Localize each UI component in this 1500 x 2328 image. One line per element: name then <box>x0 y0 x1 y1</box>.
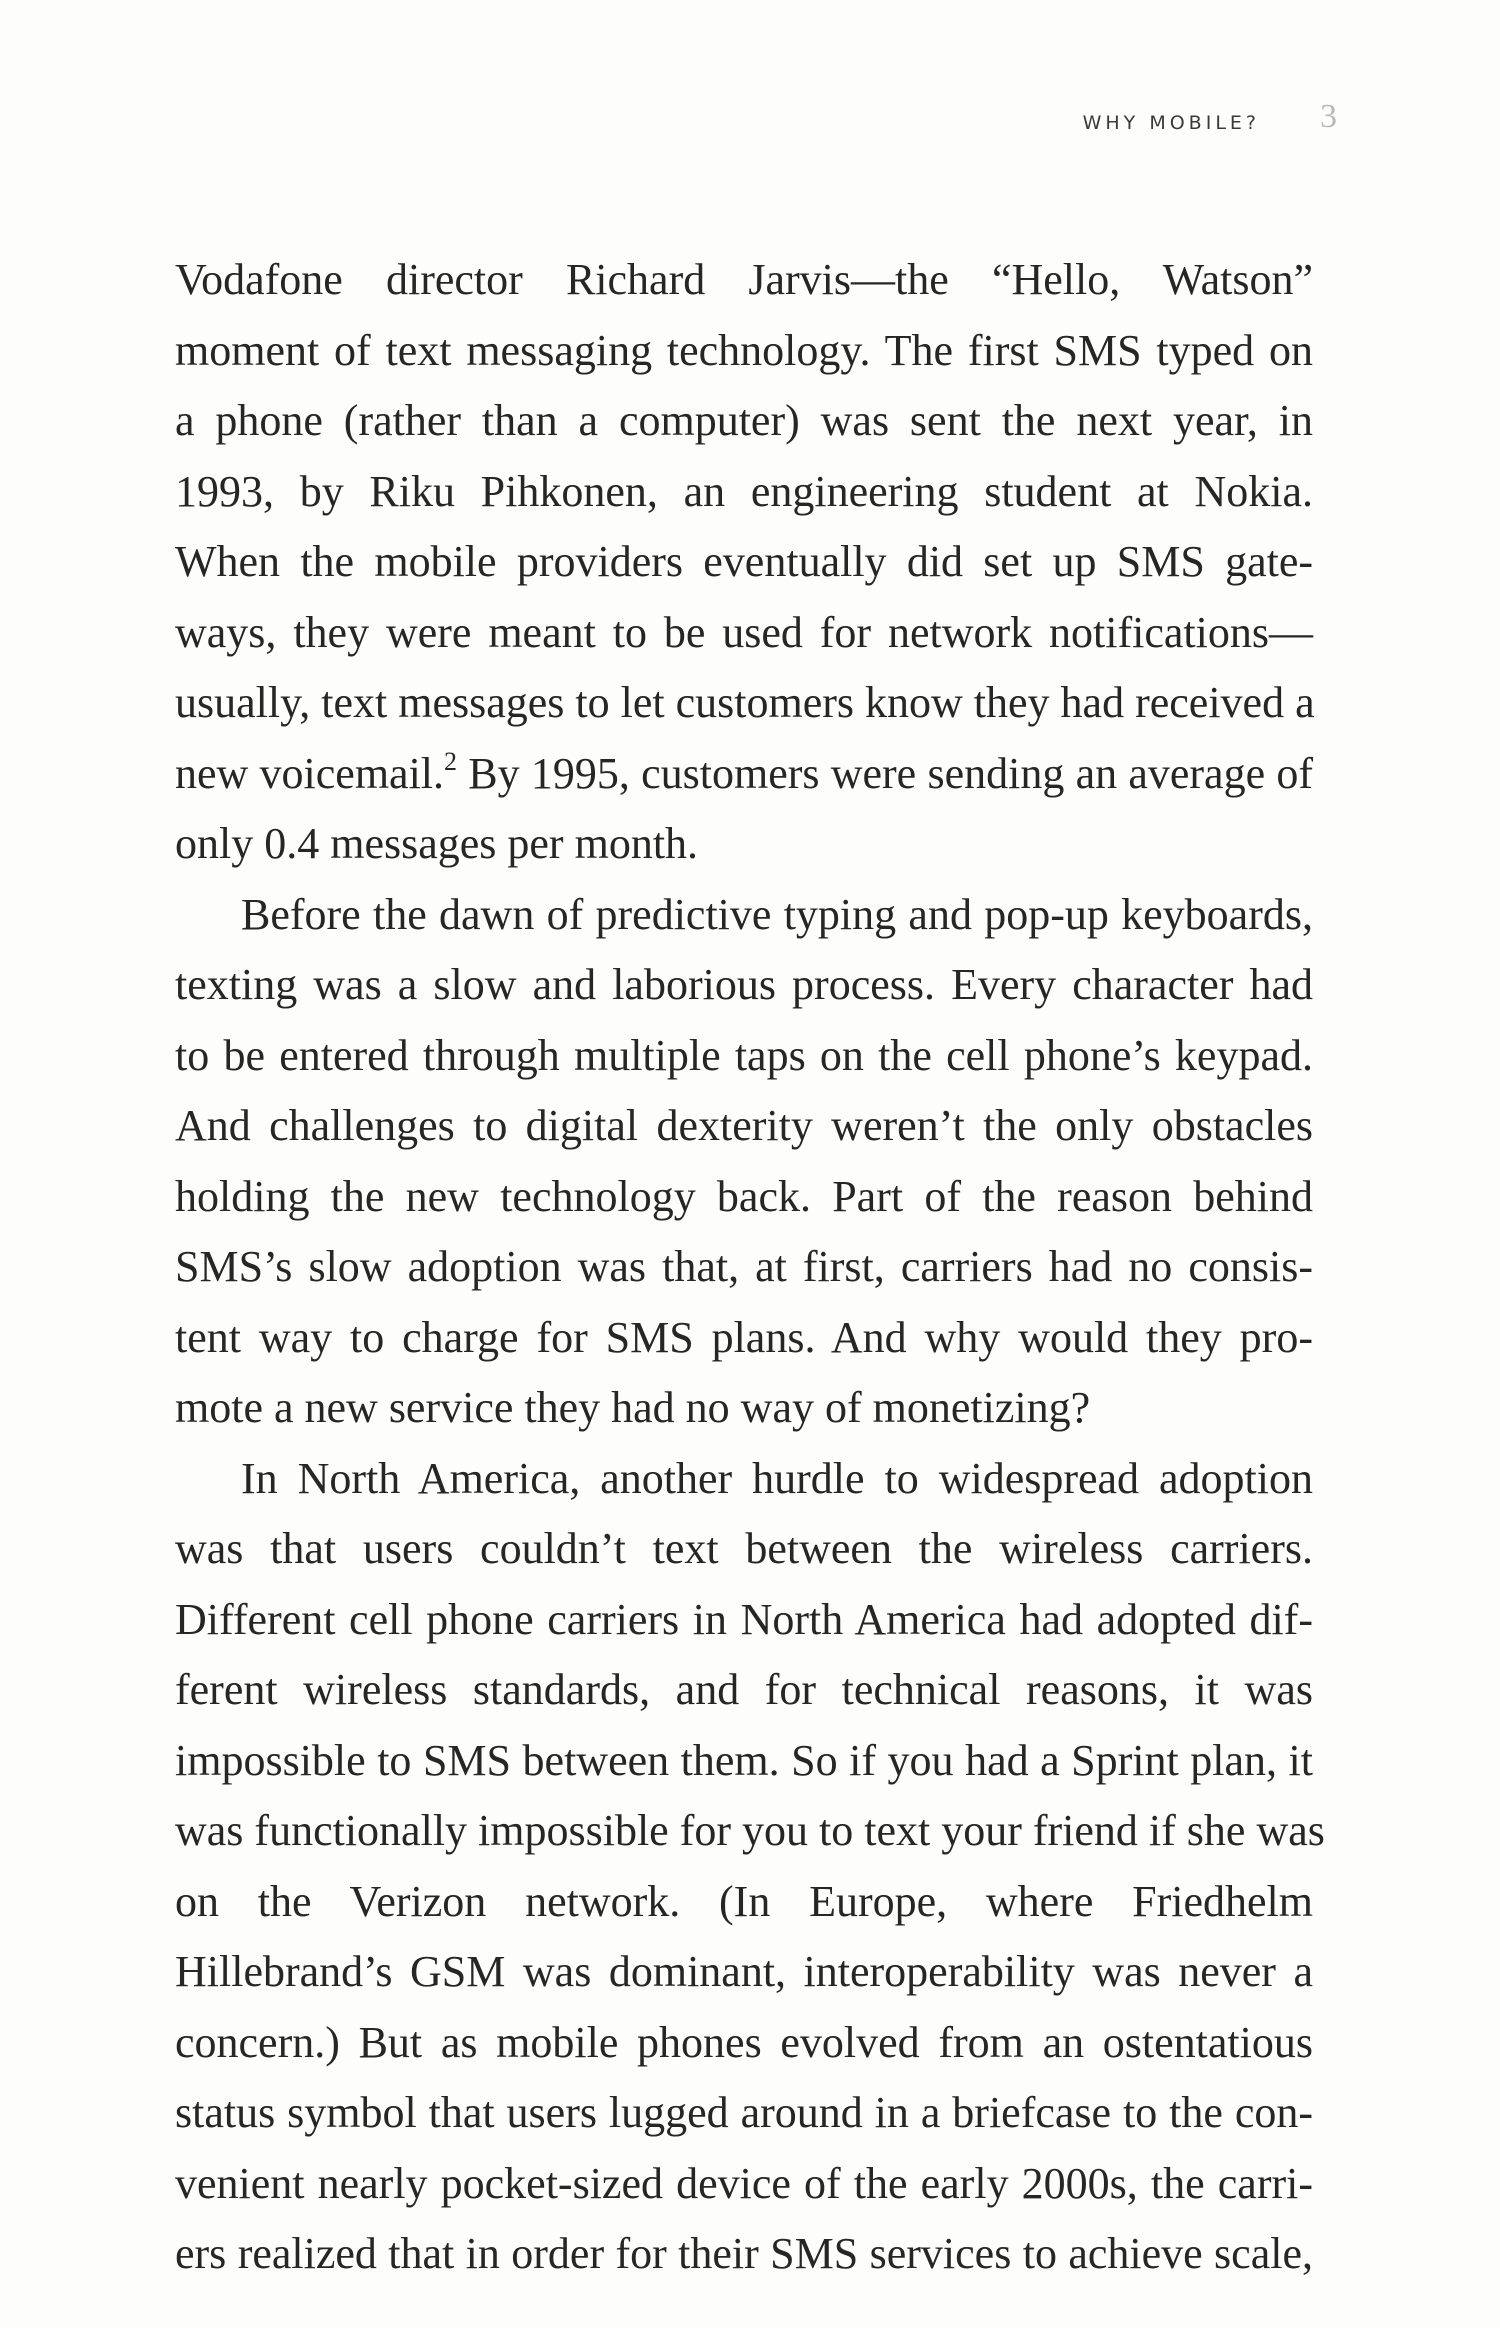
text-line: a phone (rather than a computer) was sent the next year, in <box>175 396 1313 445</box>
text-line: Before the dawn of predictive typing and pop-up keyboards, <box>241 889 1313 939</box>
text-line: mote a new service they had no way of monetizing? <box>175 1383 1091 1432</box>
text-line: 1993, by Riku Pihkonen, an engineering student at Nokia. <box>175 466 1313 516</box>
paragraph-3 <box>175 1444 1325 2290</box>
text-line: ways, they were meant to be used for network notifications— <box>175 607 1313 657</box>
text-line: tent way to charge for SMS plans. And why would they pro- <box>175 1312 1313 1362</box>
text-line: was that users couldn’t text between the wireless carriers. <box>175 1524 1313 1573</box>
text-line: holding the new technology back. Part of the reason behind <box>175 1171 1313 1221</box>
text-segment: new voicemail. <box>175 748 445 798</box>
body-text <box>175 245 1325 2290</box>
text-line: SMS’s slow adoption was that, at first, carriers had no consis- <box>175 1242 1313 1291</box>
text-line: concern.) But as mobile phones evolved from an ostentatious <box>175 2017 1313 2067</box>
text-line: When the mobile providers eventually did set up SMS gate- <box>175 537 1313 586</box>
text-line: Different cell phone carriers in North America had adopted dif- <box>175 1594 1313 1644</box>
page-number: 3 <box>1320 98 1337 135</box>
text-line: moment of text messaging technology. The first SMS typed on <box>175 325 1313 375</box>
text-line: ers realized that in order for their SMS services to achieve scale, <box>175 2229 1313 2278</box>
text-line: texting was a slow and laborious process. Every character had <box>175 960 1313 1009</box>
text-line-with-footnote <box>175 739 1313 810</box>
text-line: status symbol that users lugged around in a briefcase to the con- <box>175 2088 1313 2137</box>
running-head: WHY MOBILE? <box>1082 112 1260 134</box>
text-line: venient nearly pocket-sized device of the early 2000s, the carri- <box>175 2158 1313 2208</box>
text-line: ferent wireless standards, and for technical reasons, it was <box>175 1665 1313 1714</box>
paragraph-2 <box>175 880 1313 1444</box>
text-line: Hillebrand’s GSM was dominant, interoperability was never a <box>175 1947 1313 1996</box>
text-line: impossible to SMS between them. So if you had a Sprint plan, it <box>175 1735 1313 1785</box>
text-line: only 0.4 messages per month. <box>175 819 699 868</box>
paragraph-1 <box>175 245 1313 880</box>
footnote-marker: 2 <box>444 746 458 776</box>
text-line: In North America, another hurdle to widespread adoption <box>241 1453 1313 1503</box>
text-line: was functionally impossible for you to text your friend if she was <box>175 1806 1325 1855</box>
text-segment: By 1995, customers were sending an average of <box>457 748 1313 798</box>
text-line: And challenges to digital dexterity weren’t the only obstacles <box>175 1101 1313 1150</box>
text-line: to be entered through multiple taps on the cell phone’s keypad. <box>175 1030 1313 1080</box>
text-line: on the Verizon network. (In Europe, where Friedhelm <box>175 1876 1313 1926</box>
text-line: Vodafone director Richard Jarvis—the “Hello, Watson” <box>175 255 1313 304</box>
text-line: usually, text messages to let customers know they had received a <box>175 678 1315 727</box>
